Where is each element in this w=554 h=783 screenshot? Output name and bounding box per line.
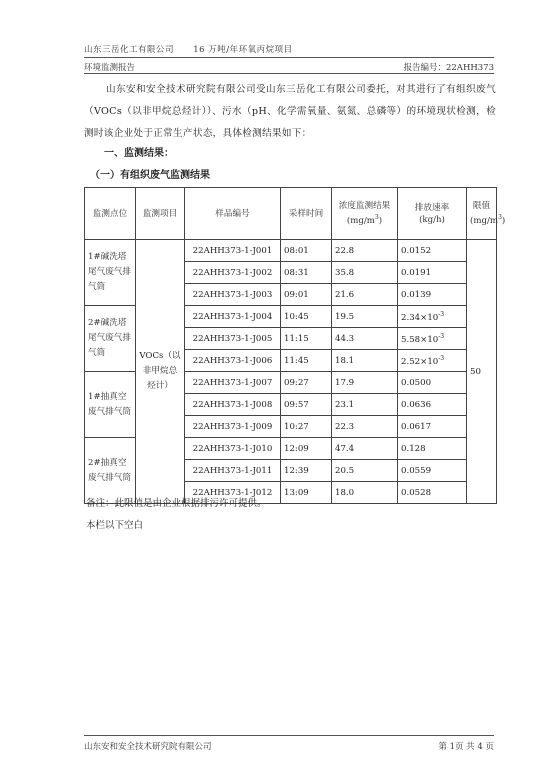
rate-mantissa: 2.52×10 xyxy=(401,356,439,367)
point-cell: 1#抽真空废气排气筒 xyxy=(85,372,136,438)
rate-exponent: -3 xyxy=(438,332,445,340)
rate-cell: 0.0500 xyxy=(398,372,467,394)
item-cell: VOCs（以非甲烷总烃计） xyxy=(136,240,185,504)
conc-cell: 22.3 xyxy=(332,416,398,438)
sample-cell: 22AHH373-1-J012 xyxy=(185,482,281,504)
report-type: 环境监测报告 xyxy=(84,63,136,73)
header-company: 山东三岳化工有限公司 xyxy=(84,45,175,55)
sample-cell: 22AHH373-1-J008 xyxy=(185,394,281,416)
rate-cell xyxy=(398,306,467,328)
rate-cell: 0.0152 xyxy=(398,240,467,262)
time-cell: 11:45 xyxy=(281,350,332,372)
time-cell: 13:09 xyxy=(281,482,332,504)
sample-cell: 22AHH373-1-J010 xyxy=(185,438,281,460)
rate-cell: 0.0139 xyxy=(398,284,467,306)
time-cell: 09:57 xyxy=(281,394,332,416)
rate-cell: 0.0528 xyxy=(398,482,467,504)
point-cell: 2#碱洗塔尾气废气排气筒 xyxy=(85,306,136,372)
conc-cell: 19.5 xyxy=(332,306,398,328)
section-title-organized-gas: （一）有组织废气监测结果 xyxy=(90,170,210,181)
footer-rule xyxy=(84,735,494,736)
intro-paragraph: 山东安和安全技术研究院有限公司受山东三岳化工有限公司委托，对其进行了有组织废气（VOCs（以非甲烷总烃计））、污水（pH、化学需氧量、氨氮、总磷等）的环境现状检测，检测时该企业处于正常生产状态，具体检测结果如下： xyxy=(84,84,496,139)
rate-cell: 0.0617 xyxy=(398,416,467,438)
header-conc-label: 浓度监测结果 xyxy=(338,201,391,212)
header-rule-bottom xyxy=(84,73,494,74)
conc-cell: 47.4 xyxy=(332,438,398,460)
table-row xyxy=(85,240,497,262)
footer-institute: 山东安和安全技术研究院有限公司 xyxy=(84,742,212,752)
rate-mantissa: 5.58×10 xyxy=(401,334,439,345)
header-sample: 样品编号 xyxy=(185,188,281,240)
header-concentration: 浓度监测结果 $(mg/m^3)$ xyxy=(332,188,398,240)
point-cell: 1#碱洗塔尾气废气排气筒 xyxy=(85,240,136,306)
time-cell: 11:15 xyxy=(281,328,332,350)
header-row xyxy=(84,61,494,73)
header-limit: 限值 $(mg/m^3)$ xyxy=(467,188,497,240)
header-project: 16 万吨/年环氧丙烷项目 xyxy=(193,45,293,55)
conc-cell: 18.1 xyxy=(332,350,398,372)
sample-cell: 22AHH373-1-J007 xyxy=(185,372,281,394)
sample-cell: 22AHH373-1-J006 xyxy=(185,350,281,372)
footer-page-number: 第 1页 共 4 页 xyxy=(438,742,494,752)
time-cell: 08:01 xyxy=(281,240,332,262)
sample-cell: 22AHH373-1-J002 xyxy=(185,262,281,284)
time-cell: 12:09 xyxy=(281,438,332,460)
sample-cell: 22AHH373-1-J011 xyxy=(185,460,281,482)
header-conc-unit: (mg/m xyxy=(346,215,375,226)
table-note: 备注：此限值是由企业根据排污许可提供。 xyxy=(86,498,267,509)
monitoring-results-table xyxy=(84,187,506,504)
conc-cell: 44.3 xyxy=(332,328,398,350)
header-limit-label: 限值 xyxy=(472,201,491,212)
time-cell: 12:39 xyxy=(281,460,332,482)
conc-cell: 21.6 xyxy=(332,284,398,306)
limit-cell: 50 xyxy=(467,240,497,504)
conc-cell: 18.0 xyxy=(332,482,398,504)
time-cell: 08:31 xyxy=(281,262,332,284)
header-rule-top xyxy=(84,57,494,58)
header-rate xyxy=(398,188,467,240)
sample-cell: 22AHH373-1-J009 xyxy=(185,416,281,438)
point-cell: 2#抽真空废气排气筒 xyxy=(85,438,136,504)
report-number: 报告编号：22AHH373 xyxy=(403,63,494,73)
table-header-row xyxy=(85,188,497,240)
rate-exponent: -3 xyxy=(438,354,445,362)
conc-cell: 22.8 xyxy=(332,240,398,262)
time-cell: 09:27 xyxy=(281,372,332,394)
rate-cell: 0.128 xyxy=(398,438,467,460)
sample-cell: 22AHH373-1-J003 xyxy=(185,284,281,306)
rate-cell: 0.0559 xyxy=(398,460,467,482)
blank-below-marker: 本栏以下空白 xyxy=(86,520,144,531)
time-cell: 10:27 xyxy=(281,416,332,438)
sample-cell: 22AHH373-1-J004 xyxy=(185,306,281,328)
rate-cell: 0.0636 xyxy=(398,394,467,416)
header-item: 监测项目 xyxy=(136,188,185,240)
conc-cell: 17.9 xyxy=(332,372,398,394)
header-limit-unit: (mg/m xyxy=(470,215,499,226)
conc-cell: 20.5 xyxy=(332,460,398,482)
header-point: 监测点位 xyxy=(85,188,136,240)
sample-cell: 22AHH373-1-J001 xyxy=(185,240,281,262)
conc-cell: 23.1 xyxy=(332,394,398,416)
header-time: 采样时间 xyxy=(281,188,332,240)
header-top xyxy=(84,43,309,55)
time-cell: 09:01 xyxy=(281,284,332,306)
rate-exponent: -3 xyxy=(438,310,445,318)
header-rate-unit: (kg/h) xyxy=(419,214,445,225)
section-title-monitoring: 一、监测结果： xyxy=(104,148,174,159)
time-cell: 10:45 xyxy=(281,306,332,328)
conc-cell: 35.8 xyxy=(332,262,398,284)
rate-mantissa: 2.34×10 xyxy=(401,312,439,323)
rate-cell xyxy=(398,350,467,372)
header-rate-label: 排放速率 xyxy=(414,202,450,213)
sample-cell: 22AHH373-1-J005 xyxy=(185,328,281,350)
rate-cell: 0.0191 xyxy=(398,262,467,284)
rate-cell xyxy=(398,328,467,350)
